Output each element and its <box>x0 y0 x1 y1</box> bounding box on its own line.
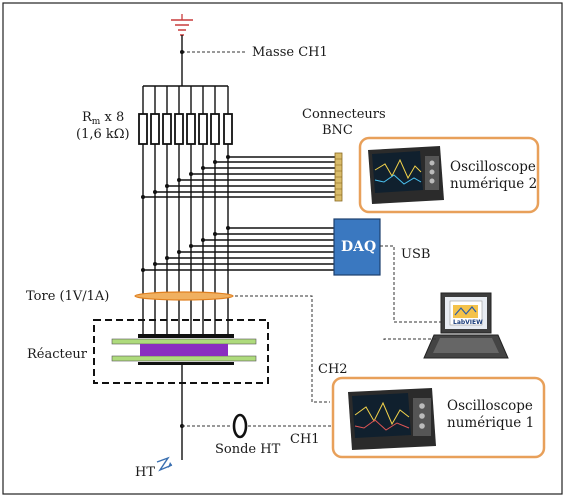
reacteur-label: Réacteur <box>27 347 88 362</box>
reactor-cell <box>112 334 256 365</box>
usb-label: USB <box>401 247 431 262</box>
oscilloscope-2-title: Oscilloscope <box>450 159 536 175</box>
laptop-link <box>384 339 437 340</box>
masse-ch1-label: Masse CH1 <box>252 45 328 60</box>
oscilloscope-2-icon <box>368 146 444 204</box>
oscilloscope-1-icon <box>348 388 436 450</box>
daq-label: DAQ <box>341 239 377 255</box>
bnc-connectors <box>335 153 342 201</box>
ch2-label: CH2 <box>318 362 348 377</box>
sonde-ht-icon <box>234 415 246 437</box>
rm-value-label: (1,6 kΩ) <box>76 127 130 142</box>
labview-logo-text: LabVIEW <box>453 319 483 326</box>
connecteurs-label: Connecteurs <box>302 107 386 122</box>
masse-node <box>180 50 184 54</box>
rm-label: $R_m$ x 8 <box>82 110 125 127</box>
oscilloscope-2-subtitle: numérique 2 <box>450 176 538 192</box>
laptop-icon <box>424 293 508 358</box>
bnc-label: BNC <box>322 123 353 138</box>
sonde-ht-label: Sonde HT <box>215 442 281 457</box>
torus-icon <box>135 292 233 300</box>
tore-label: Tore (1V/1A) <box>26 289 110 304</box>
ht-label: HT <box>135 465 156 480</box>
bnc-signal-wires <box>141 155 336 199</box>
ch1-label: CH1 <box>290 432 320 447</box>
ground-icon <box>171 14 193 35</box>
ht-arrowhead-icon <box>168 462 172 468</box>
oscilloscope-1-subtitle: numérique 1 <box>447 415 535 431</box>
oscilloscope-1-title: Oscilloscope <box>447 398 533 414</box>
ch2-cable <box>235 296 330 402</box>
daq-signal-wires <box>141 226 334 272</box>
